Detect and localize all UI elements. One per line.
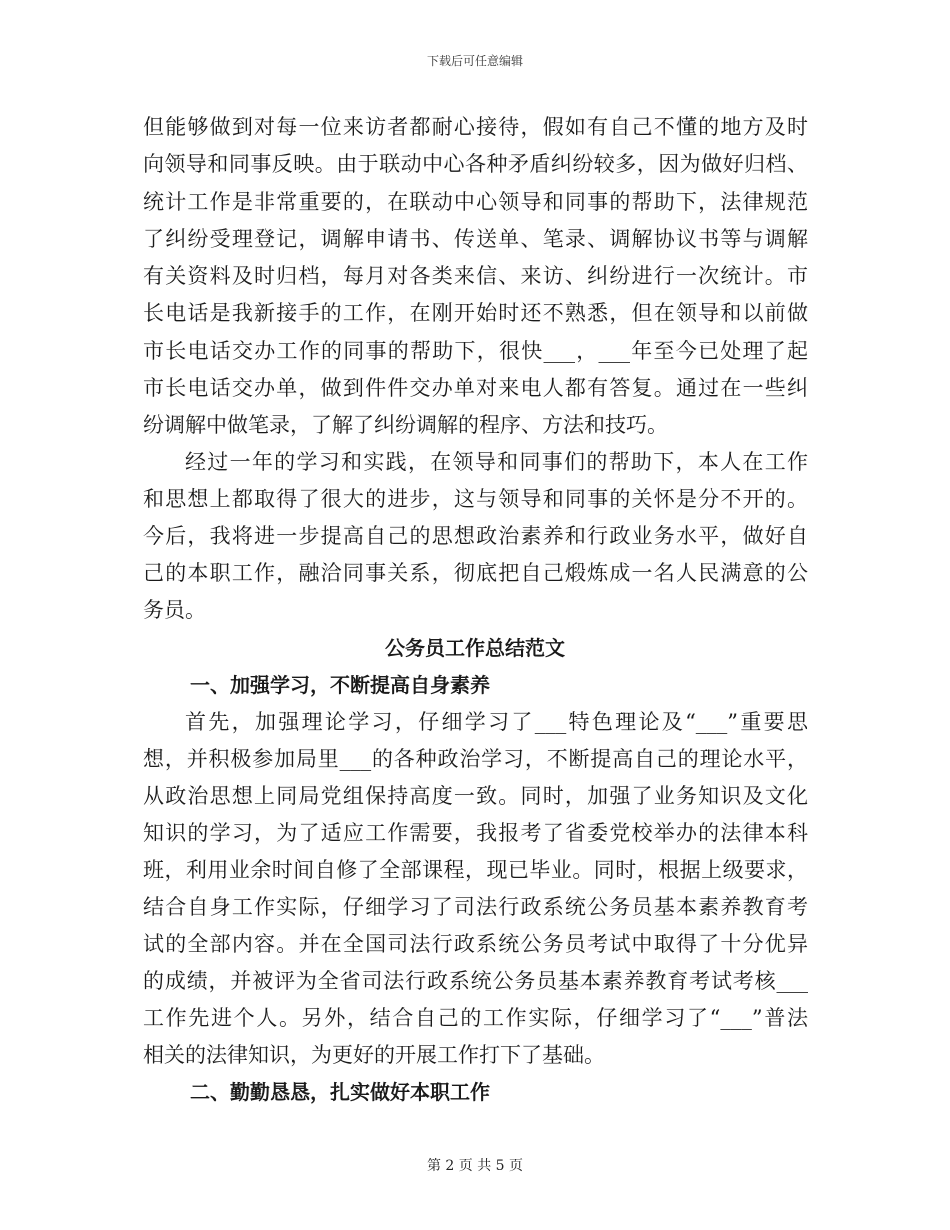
paragraph-3-line: 想，并积极参加局里___的各种政治学习，不断提高自己的理论水平， [143, 747, 808, 771]
paragraph-3-line: 知识的学习，为了适应工作需要，我报考了省委党校举办的法律本科 [143, 821, 808, 845]
paragraph-3-line: 结合自身工作实际，仔细学习了司法行政系统公务员基本素养教育考 [143, 895, 808, 919]
paragraph-1-line: 纷调解中做笔录，了解了纠纷调解的程序、方法和技巧。 [143, 413, 668, 437]
paragraph-2-line: 经过一年的学习和实践，在领导和同事们的帮助下，本人在工作 [185, 450, 808, 474]
paragraph-2-line: 今后，我将进一步提高自己的思想政治素养和行政业务水平，做好自 [143, 524, 808, 548]
paragraph-2-line: 务员。 [143, 598, 206, 622]
paragraph-3-line: 首先，加强理论学习，仔细学习了___特色理论及“___”重要思 [185, 710, 808, 734]
paragraph-2-line: 己的本职工作，融洽同事关系，彻底把自己煅炼成一名人民满意的公 [143, 561, 808, 585]
paragraph-1-line: 了纠纷受理登记，调解申请书、传送单、笔录、调解协议书等与调解 [143, 227, 808, 251]
paragraph-1-line: 长电话是我新接手的工作，在刚开始时还不熟悉，但在领导和以前做 [143, 301, 808, 325]
page-footer: 第 2 页 共 5 页 [426, 1158, 524, 1174]
paragraph-1-line: 市长电话交办工作的同事的帮助下，很快___，___年至今已处理了起 [143, 339, 808, 363]
paragraph-2-line: 和思想上都取得了很大的进步，这与领导和同事的关怀是分不开的。 [143, 487, 808, 511]
paragraph-1-line: 有关资料及时归档，每月对各类来信、来访、纠纷进行一次统计。市 [143, 264, 808, 288]
heading-2: 二、勤勤恳恳，扎实做好本职工作 [190, 1080, 490, 1104]
section-title: 公务员工作总结范文 [385, 636, 565, 660]
paragraph-1-line: 统计工作是非常重要的，在联动中心领导和同事的帮助下，法律规范 [143, 190, 808, 214]
paragraph-1-line: 但能够做到对每一位来访者都耐心接待，假如有自己不懂的地方及时 [143, 115, 808, 139]
paragraph-3-line: 的成绩，并被评为全省司法行政系统公务员基本素养教育考试考核___ [143, 969, 808, 993]
heading-1: 一、加强学习，不断提高自身素养 [190, 673, 490, 697]
paragraph-1-line: 向领导和同事反映。由于联动中心各种矛盾纠纷较多，因为做好归档、 [143, 152, 808, 176]
paragraph-3-line: 试的全部内容。并在全国司法行政系统公务员考试中取得了十分优异 [143, 932, 808, 956]
page-header: 下载后可任意编辑 [426, 54, 523, 68]
paragraph-3-line: 工作先进个人。另外，结合自己的工作实际，仔细学习了“___”普法 [143, 1006, 808, 1030]
paragraph-3-line: 从政治思想上同局党组保持高度一致。同时，加强了业务知识及文化 [143, 784, 808, 808]
paragraph-1-line: 市长电话交办单，做到件件交办单对来电人都有答复。通过在一些纠 [143, 376, 808, 400]
paragraph-3-line: 相关的法律知识，为更好的开展工作打下了基础。 [143, 1043, 605, 1067]
paragraph-3-line: 班，利用业余时间自修了全部课程，现已毕业。同时，根据上级要求， [143, 858, 808, 882]
